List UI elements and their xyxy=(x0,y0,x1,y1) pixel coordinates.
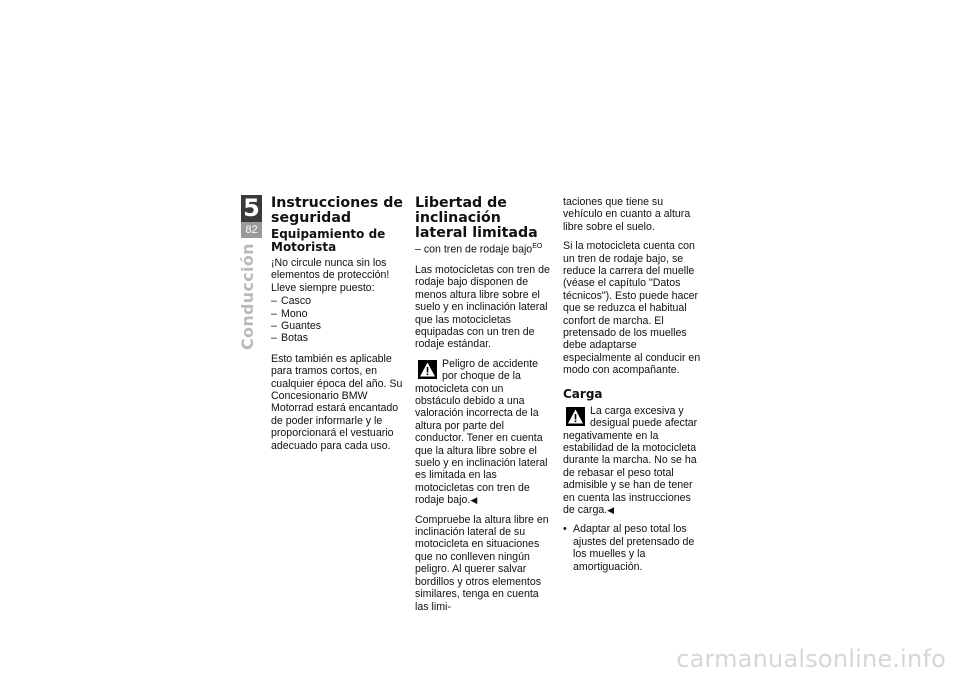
list-item: – Guantes xyxy=(271,320,407,332)
condition-text: – con tren de rodaje bajo xyxy=(415,243,533,256)
load-bullet-list xyxy=(563,523,701,573)
equipment-list xyxy=(271,295,407,345)
chapter-side-label: Conducción xyxy=(238,243,257,350)
end-mark-icon: ◀ xyxy=(607,504,615,515)
condition-superscript: EO xyxy=(532,243,543,250)
list-item: • Adaptar al peso total los ajustes del pretensado de los muelles y la amortiguación. xyxy=(563,523,701,573)
page-number: 82 xyxy=(241,222,262,238)
column-2 xyxy=(415,196,551,620)
lean-body-3: taciones que tiene su vehículo en cuanto a altura libre sobre el suelo. xyxy=(563,196,691,233)
list-item: – Botas xyxy=(271,332,407,344)
warning-block xyxy=(563,405,701,517)
lean-body-4: Si la motocicleta cuenta con un tren de rodaje bajo, se reduce la carrera del muelle (véase el capítulo "Datos técnicos"). Esto puede hacer que se reduzca el habitual confort de marcha. El pretensado de los muelles debe adaptarse especialmente al conducir en modo con acompañante. xyxy=(563,240,701,377)
section-title-load: Carga xyxy=(563,386,603,401)
end-mark-icon: ◀ xyxy=(470,495,478,506)
watermark: carmanualsonline.info xyxy=(676,645,946,673)
warning-icon xyxy=(418,360,437,379)
warning-text: Peligro de accidente por choque de la motocicleta con un obstáculo debido a una valoración incorrecta de la altura por parte del conductor. Tener en cuenta que la altura libre sobre el suelo y en inclinación lateral es limitada en las motocicletas con tren de rodaje bajo. xyxy=(415,357,548,507)
condition-line xyxy=(415,241,551,256)
lean-body-1: Las motocicletas con tren de rodaje bajo disponen de menos altura libre sobre el suelo y en inclinación lateral que las motocicletas equipadas con un tren de rodaje estándar. xyxy=(415,263,550,351)
warning-text: La carga excesiva y desigual puede afectar negativamente en la estabilidad de la motocicleta durante la marcha. No se ha de rebasar el peso total admisible y se han de tener en cuenta las instrucciones de carga. xyxy=(563,404,698,516)
warning-block xyxy=(415,358,551,507)
warning-icon xyxy=(566,407,585,426)
equipment-intro: ¡No circule nunca sin los elementos de protección! Lleve siempre puesto: xyxy=(271,257,390,294)
list-item: – Casco xyxy=(271,295,407,307)
column-1 xyxy=(271,196,407,459)
list-item: – Mono xyxy=(271,308,407,320)
lean-body-2: Compruebe la altura libre en inclinación lateral de su motocicleta en situaciones que no conlleven ningún peligro. Al querer salvar bordillos y otros elementos similares, tenga en cuenta las limi- xyxy=(415,513,549,613)
section-title-lean-angle: Libertad de inclinación lateral limitada xyxy=(415,195,538,241)
column-3 xyxy=(563,196,701,573)
chapter-number: 5 xyxy=(241,195,262,222)
section-subtitle-equipment: Equipamiento de Motorista xyxy=(271,227,386,254)
section-title-safety: Instrucciones de seguridad xyxy=(271,195,404,226)
equipment-body: Esto también es aplicable para tramos cortos, en cualquier época del año. Su Concesionario BMW Motorrad estará encantado de poder informarle y le proporcionará el vestuario adecuado para cada uso. xyxy=(271,352,403,452)
